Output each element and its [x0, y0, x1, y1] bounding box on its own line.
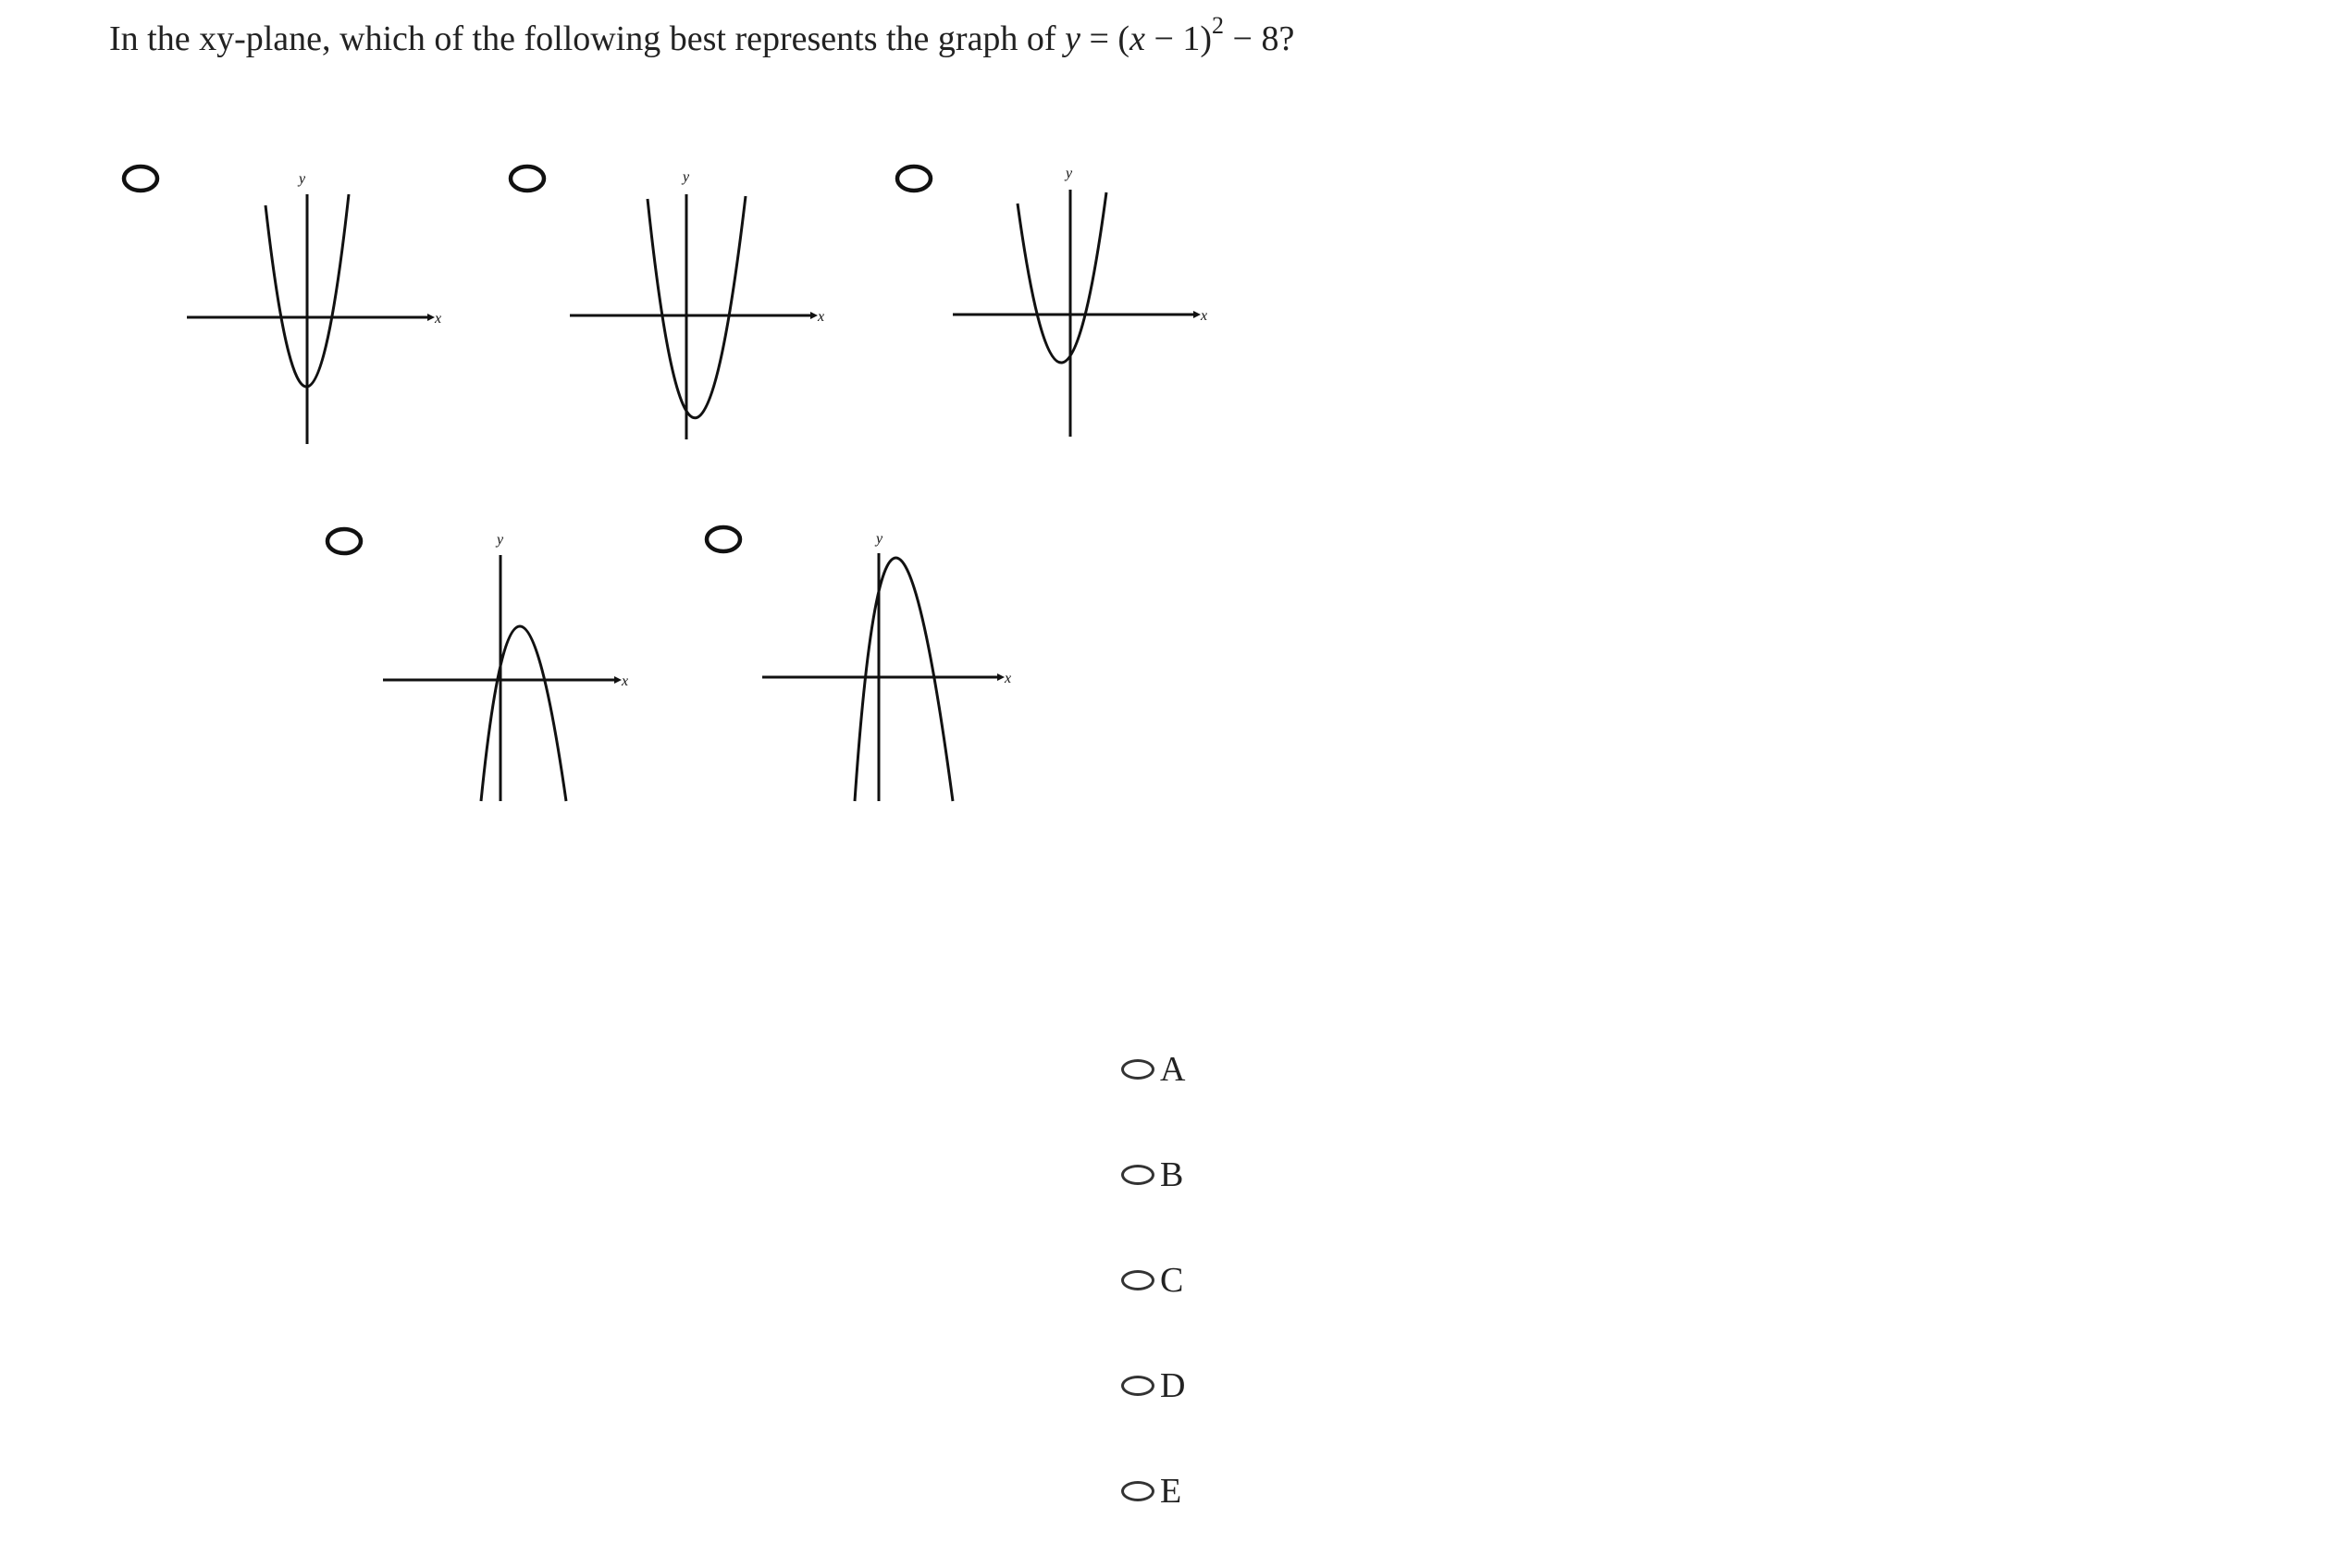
question-equation: $y = (x - 1)^2 - 8$?	[1065, 12, 1295, 58]
graph-4-x-label: x	[622, 673, 629, 689]
graph-2-y-label: y	[683, 169, 690, 185]
graph-1-y-label: y	[299, 171, 306, 187]
option-c[interactable]	[1121, 1253, 1183, 1308]
graph-2-parabola	[648, 196, 746, 418]
graph-1-radio	[124, 167, 157, 191]
graph-5-radio	[707, 527, 740, 551]
graph-4-y-label: y	[497, 532, 504, 548]
option-c-label: C	[1160, 1261, 1184, 1300]
question-prompt: In the xy-plane, which of the following best represents the graph of	[109, 19, 1066, 58]
graph-1	[124, 167, 441, 444]
option-d-radio[interactable]	[1121, 1376, 1154, 1396]
graph-4	[327, 529, 628, 801]
option-a-radio[interactable]	[1121, 1059, 1154, 1080]
graph-5-x-arrow	[997, 673, 1005, 681]
graph-1-x-label: x	[435, 311, 442, 327]
option-a[interactable]	[1121, 1042, 1185, 1097]
option-e[interactable]	[1121, 1463, 1181, 1519]
option-d-label: D	[1160, 1366, 1186, 1405]
graph-5-x-label: x	[1005, 671, 1012, 686]
graph-2-x-label: x	[818, 309, 825, 325]
option-b-label: B	[1160, 1155, 1184, 1194]
graph-4-parabola	[481, 626, 566, 801]
option-d[interactable]	[1121, 1358, 1185, 1414]
option-e-radio[interactable]	[1121, 1481, 1154, 1501]
graph-3-parabola	[1018, 192, 1106, 363]
graph-3-x-arrow	[1193, 311, 1201, 318]
graph-3-radio	[897, 167, 931, 191]
option-c-radio[interactable]	[1121, 1270, 1154, 1290]
graph-5-parabola	[855, 558, 953, 801]
graph-4-x-arrow	[614, 676, 622, 684]
graph-5	[707, 527, 1011, 801]
graph-1-x-arrow	[427, 314, 435, 321]
option-b[interactable]	[1121, 1147, 1183, 1203]
option-a-label: A	[1160, 1050, 1186, 1089]
graph-3	[897, 166, 1207, 437]
graph-2-radio	[511, 167, 544, 191]
option-b-radio[interactable]	[1121, 1165, 1154, 1185]
graph-4-radio	[327, 529, 361, 553]
graph-3-y-label: y	[1066, 166, 1073, 181]
option-e-label: E	[1160, 1472, 1182, 1511]
graph-3-x-label: x	[1201, 308, 1208, 324]
graph-5-y-label: y	[876, 531, 883, 547]
graph-2	[511, 167, 824, 439]
graph-2-x-arrow	[810, 312, 818, 319]
